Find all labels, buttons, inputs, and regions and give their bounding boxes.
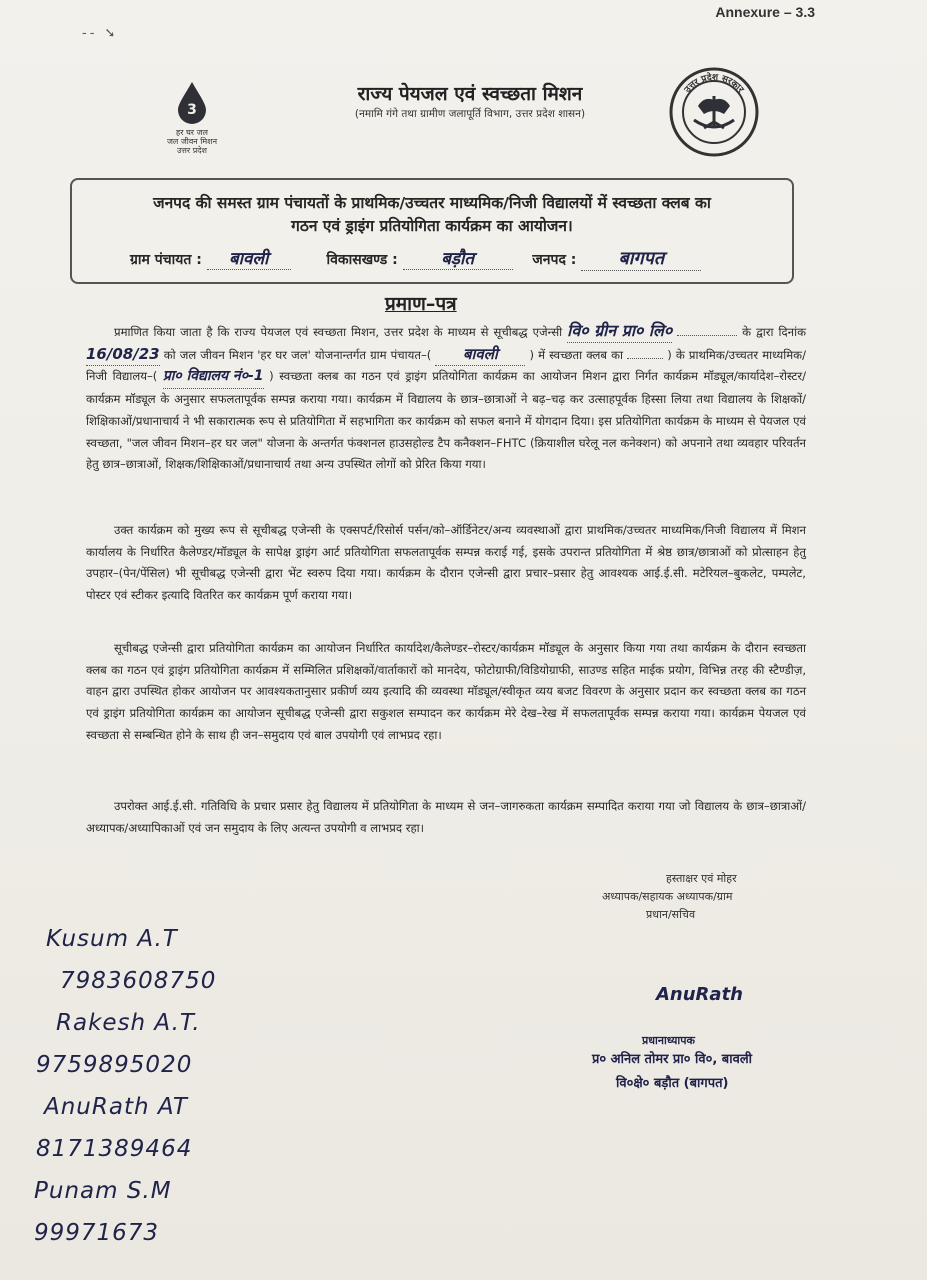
stamp-line-1: प्र० अनिल तोमर प्रा० वि०, बावली [592,1052,752,1067]
p1-text-d: ) में स्वच्छता क्लब का [529,347,624,362]
clip-mark: -- ➘ [82,26,119,41]
handwritten-signature: AnuRath [656,984,743,1005]
agency-name: वि० ग्रीन प्रा० लि० [567,320,672,343]
school-name: प्रा० विद्यालय नं०-1 [163,366,264,389]
logo-left-line-3: उत्तर प्रदेश [177,146,207,155]
headmaster-stamp [592,1034,752,1096]
contact-name: Rakesh A.T. [56,1010,201,1036]
signature-caption: हस्ताक्षर एवं मोहर [666,872,737,885]
svg-text:3: 3 [187,102,197,118]
annexure-label: Annexure – 3.3 [715,4,815,20]
contact-phone: 8171389464 [36,1136,193,1162]
certificate-paragraph-1 [86,320,806,476]
contact-phone: 7983608750 [60,968,217,994]
janpad-label: जनपद : [532,252,577,268]
topic-line-2: गठन एवं ड्राइंग प्रतियोगिता कार्यक्रम का आयोजन। [291,217,573,235]
handwritten-contacts [30,918,350,1254]
signatory-roles: अध्यापक/सहायक अध्यापक/ग्राम [602,890,733,903]
panchayat-name: बावली [435,344,525,367]
p1-text-e: ) के प्राथमिक/उच्चतर माध्यमिक/निजी विद्यालय–( [86,347,806,384]
gram-panchayat-value: बावली [207,246,291,270]
p1-text-b: के द्वारा दिनांक [742,325,806,339]
certificate-paragraph-2 [86,520,806,607]
topic-line-1: जनपद की समस्त ग्राम पंचायतों के प्राथमिक/उच्चतर माध्यमिक/निजी विद्यालयों में स्वच्छता क्लब का [153,194,711,212]
mission-title: राज्य पेयजल एवं स्वच्छता मिशन [357,83,583,105]
p3-text: सूचीबद्ध एजेन्सी द्वारा प्रतियोगिता कार्यक्रम का आयोजन निर्धारित कार्यादेश/कैलेण्डर–रोस्टर/कार्यक्रम मॉड्यूल के अनुसार किया गया तथा कार्यक्रम के दौरान स्वच्छता क्लब का गठन एवं ड्राइंग प्रतियोगिता कार्यक्रम में सम्मिलित प्रशिक्षकों/वार्ताकारों को मानदेय, फोटोग्राफी/विडियोग्राफी, साउण्ड सहित माईक प्रयोग, विभिन्न तरह की स्टैण्डीज़, वाहन द्वारा उपस्थित होकर आयोजन पर आवश्यकतानुसार प्रकीर्ण व्यय इत्यादि की व्यवस्था मॉड्यूल/स्वीकृत व्यय बजट विवरण के अनुसार प्रदान कर स्वच्छता क्लब का गठन एवं ड्राइंग प्रतियोगिता कार्यक्रम का आयोजन सूचीबद्ध एजेन्सी द्वारा सकुशल सम्पादन कर कार्यक्रम मेरे देख–रेख में सफलतापूर्वक सम्पन्न कराया गया। कार्यक्रम पेयजल एवं स्वच्छता से सम्बन्धित होने के साथ ही जन–समुदाय एवं बाल उपयोगी एवं लाभप्रद रहा। [86,641,806,742]
contact-name: Punam S.M [34,1178,172,1204]
p1-text-c: को जल जीवन मिशन 'हर घर जल' योजनान्तर्गत ग्राम पंचायत–( [163,347,432,362]
mission-subtitle: (नमामि गंगे तथा ग्रामीण जलापूर्ति विभाग, उत्तर प्रदेश शासन) [354,108,586,120]
stamp-role: प्रधानाध्यापक [642,1034,695,1047]
contact-phone: 9759895020 [36,1052,193,1078]
location-fields [130,246,770,271]
certificate-paragraph-4 [86,796,806,839]
signatory-roles-cont: प्रधान/सचिव [646,908,696,921]
certificate-title: प्रमाण–पत्र [385,293,457,315]
water-drop-icon [175,80,209,124]
emblem-text: उत्तर प्रदेश सरकार [682,72,746,95]
p1-text-a: प्रमाणित किया जाता है कि राज्य पेयजल एवं स्वच्छता मिशन, उत्तर प्रदेश के माध्यम से सूचीबद्ध एजेन्सी [114,325,563,339]
logo-left-line-1: हर घर जल [176,128,208,137]
program-date: 16/08/23 [86,344,160,367]
p4-text: उपरोक्त आई.ई.सी. गतिविधि के प्रचार प्रसार हेतु विद्यालय में प्रतियोगिता के माध्यम से जन–जागरुकता कार्यक्रम सम्पादित कराया गया जो विद्यालय के छात्र–छात्राओं/अध्यापक/अध्यापिकाओं एवं जन समुदाय के लिए अत्यन्त उपयोगी व लाभप्रद रहा। [86,799,806,835]
janpad-value: बागपत [581,246,701,271]
gram-panchayat-label: ग्राम पंचायत : [130,252,202,268]
vikaskhand-value: बड़ौत [403,246,513,270]
topic-heading [82,192,782,238]
up-government-emblem [668,66,760,158]
har-ghar-jal-logo [152,80,232,155]
contact-phone: 99971673 [34,1220,160,1246]
contact-name: Kusum A.T [46,926,178,952]
p2-text: उक्त कार्यक्रम को मुख्य रूप से सूचीबद्ध एजेन्सी के एक्सपर्ट/रिसोर्स पर्सन/को–ऑर्डिनेटर/अन्य व्यवस्थाओं द्वारा प्राथमिक/उच्चतर माध्यमिक/निजी विद्यालय में मिशन कार्यालय के निर्धारित कैलेण्डर/मॉड्यूल के सापेक्ष ड्राइंग आर्ट प्रतियोगिता सफलतापूर्वक सम्पन्न कराई गई, इसके उपरान्त प्रतियोगिता में श्रेष्ठ छात्र/छात्राओं को प्रोत्साहन हेतु उपहार–(पेन/पेंसिल) भी सूचीबद्ध एजेन्सी द्वारा भेंट स्वरुप दिया गया। कार्यक्रम के दौरान एजेन्सी द्वारा प्रचार–प्रसार हेतु आवश्यक आई.ई.सी. मटेरियल–बुकलेट, पम्पलेट, पोस्टर एवं स्टीकर इत्यादि वितरित कर कार्यक्रम पूर्ण कराया गया। [86,523,806,603]
logo-left-line-2: जल जीवन मिशन [166,137,218,146]
certificate-paragraph-3 [86,638,806,747]
signature-block [602,870,802,924]
contact-name: AnuRath AT [44,1094,188,1120]
stamp-line-2: वि०क्षे० बड़ौत (बागपत) [616,1076,729,1091]
p1-text-f: ) स्वच्छता क्लब का गठन एवं ड्राइंग प्रतियोगिता कार्यक्रम का आयोजन मिशन द्वारा निर्गत कार्यक्रम मॉड्यूल/कार्यादेश–रोस्टर/कार्यक्रम मॉड्यूल के अनुसार सफलतापूर्वक सम्पन्न कराया गया। कार्यक्रम में विद्यालय के छात्र–छात्राओं ने बढ़–चढ़ कर उत्साहपूर्वक हिस्सा लिया तथा विद्यालय के शिक्षकों/शिक्षिकाओं/प्रधानाचार्य ने भी सकारात्मक रूप से प्रतियोगिता में सहभागिता कर कार्यक्रम को सफल बनाने में योगदान दिया। इस प्रतियोगिता कार्यक्रम के माध्यम से पेयजल एवं स्वच्छता, "जल जीवन मिशन–हर घर जल" योजना के अन्तर्गत फंक्शनल हाउसहोल्ड टैप कनैक्शन–FHTC (क्रियाशील घरेलू नल कनेक्शन) को अपनाने तथा व्यवहार परिवर्तन हेतु छात्र–छात्राओं, शिक्षक/शिक्षिकाओं/प्रधानाचार्य तथा अन्य उपस्थित लोगों को प्रेरित किया गया। [86,369,807,472]
vikaskhand-label: विकासखण्ड : [326,252,398,268]
